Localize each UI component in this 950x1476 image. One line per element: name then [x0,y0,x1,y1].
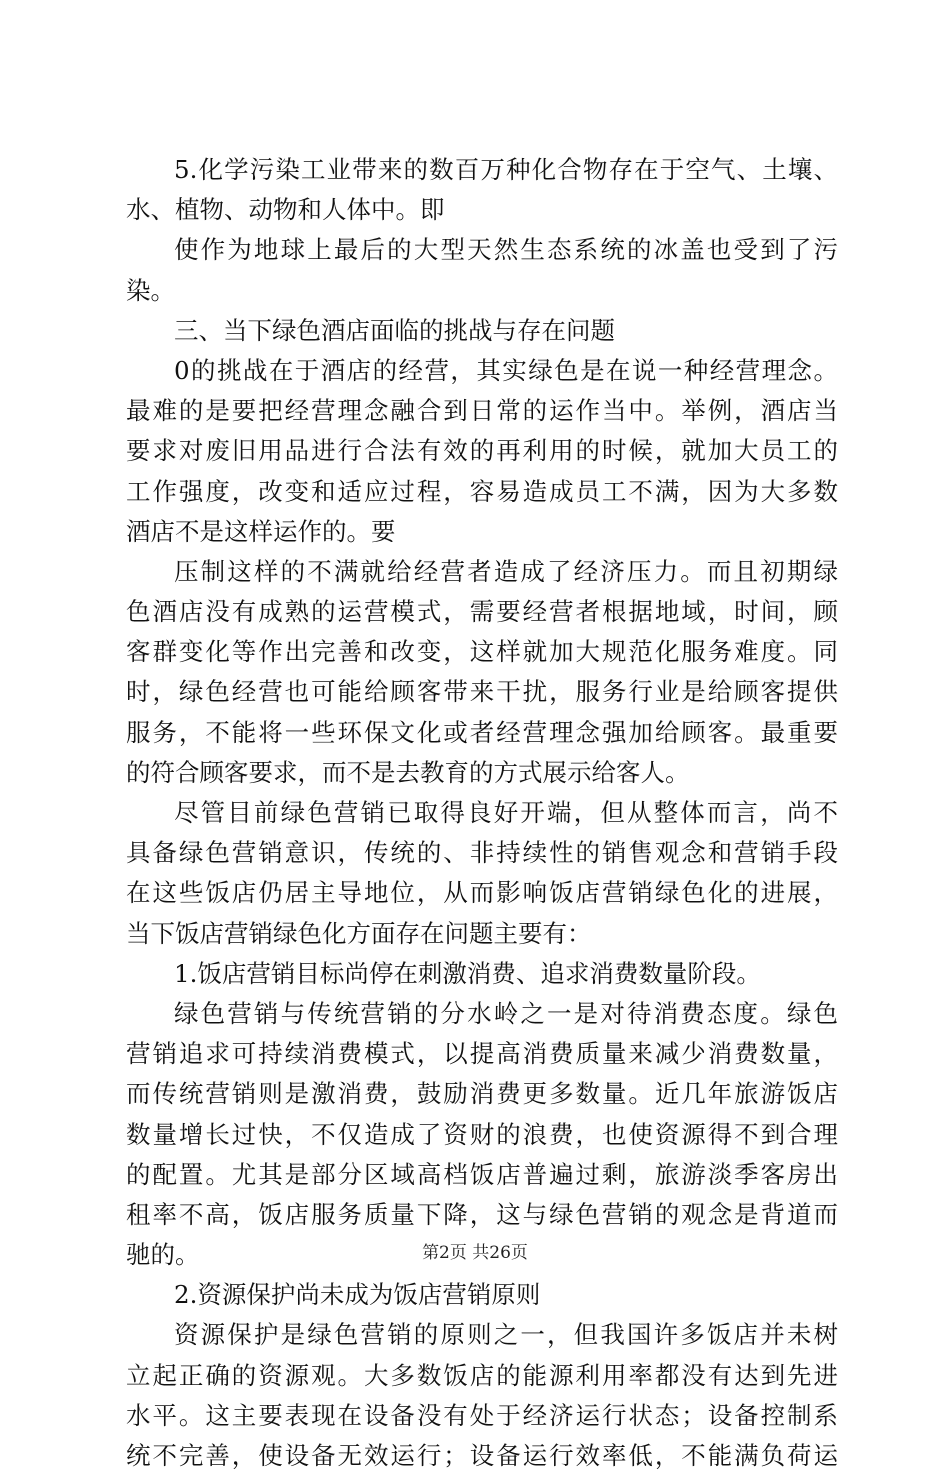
text-line: 立起正确的资源观。大多数饭店的能源利用率都没有达到先进 [126,1360,838,1390]
text-line: 租率不高，饭店服务质量下降，这与绿色营销的观念是背道而 [126,1199,838,1229]
text-line: 时，绿色经营也可能给顾客带来干扰，服务行业是给顾客提供 [126,677,838,707]
text-line: 染。 [126,275,175,305]
text-line: 酒店不是这样运作的。要 [126,516,396,546]
text-line: 客群变化等作出完善和改变，这样就加大规范化服务难度。同 [126,637,838,667]
text-line: 数量增长过快，不仅造成了资财的浪费，也使资源得不到合理 [126,1119,838,1149]
text-line: 营销追求可持续消费模式，以提高消费质量来减少消费数量， [126,1039,838,1069]
text-line: 1.饭店营销目标尚停在刺激消费、追求消费数量阶段。 [174,958,761,988]
text-line: 最难的是要把经营理念融合到日常的运作当中。举例，酒店当 [126,396,838,426]
text-line: 尽管目前绿色营销已取得良好开端，但从整体而言，尚不 [174,798,838,827]
text-line: 绿色营销与传统营销的分水岭之一是对待消费态度。绿色 [174,998,838,1028]
text-line: 而传统营销则是激消费，鼓励消费更多数量。近几年旅游饭店 [126,1079,838,1109]
text-line: 色酒店没有成熟的运营模式，需要经营者根据地域，时间，顾 [126,597,838,627]
text-line: 具备绿色营销意识，传统的、非持续性的销售观念和营销手段 [126,838,838,868]
text-line: 使作为地球上最后的大型天然生态系统的冰盖也受到了污 [174,235,838,265]
text-line: 在这些饭店仍居主导地位，从而影响饭店营销绿色化的进展， [126,878,838,908]
text-line: 压制这样的不满就给经营者造成了经济压力。而且初期绿 [174,556,838,586]
text-line: 三、当下绿色酒店面临的挑战与存在问题 [174,315,615,345]
text-line: 2.资源保护尚未成为饭店营销原则 [174,1280,541,1310]
text-line: 水、植物、动物和人体中。即 [126,195,445,225]
text-line: 5.化学污染工业带来的数百万种化合物存在于空气、土壤、 [174,155,838,184]
document-body [126,150,838,1476]
text-line: 服务，不能将一些环保文化或者经营理念强加给顾客。最重要 [126,717,838,747]
text-line: 工作强度，改变和适应过程，容易造成员工不满，因为大多数 [126,476,838,506]
text-line: 当下饭店营销绿色化方面存在问题主要有： [126,918,592,948]
text-line: 要求对废旧用品进行合法有效的再利用的时候，就加大员工的 [126,436,838,466]
text-line: 的符合顾客要求，而不是去教育的方式展示给客人。 [126,757,690,787]
text-line: 驰的。 [126,1240,200,1270]
text-line: 的配置。尤其是部分区域高档饭店普遍过剩，旅游淡季客房出 [126,1159,838,1189]
text-line: 水平。这主要表现在设备没有处于经济运行状态；设备控制系 [126,1400,838,1430]
text-line: 0的挑战在于酒店的经营，其实绿色是在说一种经营理念。 [174,355,838,385]
text-line: 资源保护是绿色营销的原则之一，但我国许多饭店并未树 [174,1320,838,1350]
text-line: 统不完善，使设备无效运行；设备运行效率低，不能满负荷运 [126,1441,838,1470]
page-footer: 第2页 共26页 [422,1243,528,1263]
